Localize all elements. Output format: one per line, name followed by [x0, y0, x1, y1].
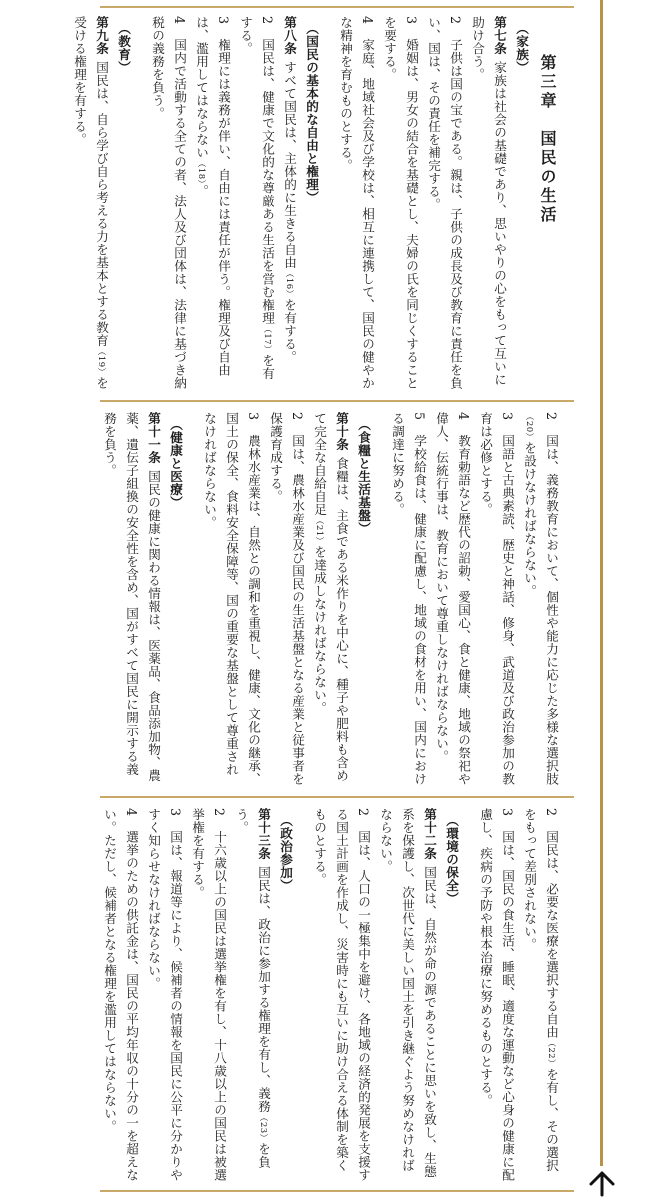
paragraph-number: 2 [544, 808, 559, 817]
article-10 [308, 412, 352, 788]
scroll-to-top-button[interactable] [584, 1166, 620, 1200]
article-text: 国民は、自然が命の源であることに思いを致し、生態系を保護し、次世代に美しい国土を引き継ぐよう努めなければならない。 [378, 808, 437, 1178]
gold-divider [100, 796, 574, 798]
article-8 [278, 16, 300, 392]
gold-divider-top [100, 6, 574, 8]
page-panel-3 [102, 808, 562, 1184]
article-text: を有する。 [282, 298, 297, 364]
paragraph [334, 16, 378, 392]
footnote-ref: （16） [284, 269, 294, 299]
paragraph-text: 国語と古典素読、歴史と神話、修身、武道及び政治参加の教育は必修とする。 [478, 412, 515, 786]
article-text: 家族は社会の基礎であり、思いやりの心をもって互いに助け合う。 [470, 16, 507, 386]
article-text: 国民の健康に関わる情報は、医薬品、食品添加物、農薬、遺伝子組換の安全性を含め、国がすべて国民に開示する義務を負う。 [102, 412, 161, 782]
paragraph-text: 選挙のための供託金は、国民の平均年収の十分の一を超えない。ただし、候補者となる権理を濫用してはならない。 [102, 808, 139, 1182]
paragraph-text: 婚姻は、男女の結合を基礎とし、夫婦の氏を同じくすることを要する。 [382, 16, 419, 390]
article-9 [68, 16, 112, 392]
vertical-text-column [72, 16, 562, 392]
article-13 [230, 808, 274, 1184]
paragraph-text: 農林水産業は、自然との調和を重視し、健康、文化の継承、国土の保全、食料安全保障等、国の重要な基盤として尊重されなければならない。 [202, 412, 261, 786]
footnote-ref: （22） [546, 1038, 556, 1068]
vertical-text-column [102, 412, 562, 788]
vertical-text-column [102, 808, 562, 1184]
spacer [322, 16, 334, 392]
paragraph-text: 子供は国の宝である。親は、子供の成長及び教育に責任を負い、国は、その責任を補完する。 [426, 16, 463, 390]
paragraph-text: 国内で活動する全ての者、法人及び団体は、法律に基づき納税の義務を負う。 [150, 16, 187, 390]
article-text: 国民は、自ら学び自ら考える力を基本とする教育 [94, 61, 109, 347]
section-heading-food: （食糧と生活基盤） [356, 418, 371, 535]
paragraph-number: 2 [260, 16, 275, 25]
footnote-ref: （18） [196, 159, 206, 185]
article-label: 第十一条 [146, 412, 161, 464]
paragraph [186, 808, 230, 1184]
spacer [462, 808, 474, 1184]
section-heading-family: （家族） [514, 22, 529, 74]
gold-divider [100, 400, 574, 402]
article-label: 第十三条 [256, 808, 271, 860]
paragraph-text: 国は、国民の食生活、睡眠、適度な運動など心身の健康に配慮し、疾病の予防や根本治療に努めるものとする。 [478, 808, 515, 1182]
paragraph-number: 3 [168, 808, 183, 817]
article-label: 第十二条 [422, 808, 437, 860]
page-panel-1 [72, 16, 562, 392]
paragraph [142, 808, 186, 1184]
paragraph [98, 808, 142, 1184]
paragraph-number: 4 [456, 412, 471, 421]
paragraph-text: 十六歳以上の国民は選挙権を有し、十八歳以上の国民は被選挙権を有する。 [190, 808, 227, 1182]
paragraph-text: 。 [194, 184, 209, 198]
paragraph-text: 国は、義務教育において、個性や能力に応じた多様な選択肢 [544, 434, 559, 786]
chapter-title: 第三章 国民の生活 [538, 54, 557, 225]
spacer [296, 808, 308, 1184]
paragraph-text: 国は、人口の一極集中を避け、各地域の経済的発展を支援する国土計画を作成し、災害時にも互いに助け合える体制を築くものとする。 [312, 808, 371, 1182]
paragraph-number: 5 [412, 412, 427, 421]
article-label: 第八条 [282, 16, 297, 55]
footnote-ref: （17） [262, 324, 272, 354]
paragraph [474, 808, 518, 1184]
paragraph [518, 808, 562, 1184]
paragraph-text: 家庭、地域社会及び学校は、相互に連携して、国民の健やかな精神を育むものとする。 [338, 16, 375, 390]
paragraph-number: 2 [544, 412, 559, 421]
paragraph [422, 16, 466, 392]
paragraph [190, 16, 234, 392]
section-heading-health: （健康と医療） [168, 418, 183, 509]
gold-vertical-rule [600, 0, 603, 1200]
footnote-ref: （20） [524, 412, 534, 442]
paragraph-number: 2 [448, 16, 463, 25]
paragraph-number: 2 [356, 808, 371, 817]
paragraph-text: 国民は、必要な医療を選択する自由 [544, 830, 559, 1039]
spacer [374, 412, 386, 788]
section-heading-environment: （環境の保全） [444, 814, 459, 905]
section-heading-politics: （政治参加） [278, 814, 293, 892]
paragraph-number: 3 [500, 412, 515, 421]
paragraph-text: 国は、報道等により、候補者の情報を国民に公平に分かりやすく知らせなければならない。 [146, 808, 183, 1182]
paragraph-text: を有し、その選択をもって差別されない。 [522, 808, 559, 1172]
paragraph [518, 412, 562, 788]
paragraph-number: 3 [500, 808, 515, 817]
gold-divider-bottom [100, 1190, 574, 1192]
article-text: を達成しなければならない。 [312, 545, 327, 715]
paragraph-number: 4 [360, 16, 375, 25]
paragraph-number: 3 [404, 16, 419, 25]
paragraph-number: 4 [172, 16, 187, 25]
paragraph-number: 3 [246, 412, 261, 421]
paragraph-text: 学校給食は、健康に配慮し、地域の食材を用い、国内における調達に努める。 [390, 412, 427, 786]
paragraph [308, 808, 374, 1184]
section-heading-education: （教育） [116, 22, 131, 74]
article-label: 第十条 [334, 412, 349, 451]
article-text: を受ける権理を有する。 [72, 16, 109, 390]
article-12 [374, 808, 440, 1184]
paragraph-number: 2 [290, 412, 305, 421]
article-label: 第七条 [492, 16, 507, 55]
article-label: 第九条 [94, 16, 109, 55]
up-arrow-icon [587, 1169, 617, 1197]
section-heading-rights: （国民の基本的な自由と権理） [304, 22, 319, 204]
article-text: を負う。 [234, 808, 271, 1169]
paragraph-text: 国民は、健康で文化的な尊厳ある生活を営む権理 [260, 38, 275, 325]
article-7 [466, 16, 510, 392]
article-text: 国民は、政治に参加する権理を有し、義務 [256, 866, 271, 1113]
article-11 [98, 412, 164, 788]
footnote-ref: （19） [96, 347, 106, 377]
paragraph [386, 412, 430, 788]
article-text: 食糧は、主食である米作りを中心に、種子や肥料も含めて完全な自給自足 [312, 412, 349, 782]
paragraph [146, 16, 190, 392]
paragraph [198, 412, 264, 788]
spacer [186, 412, 198, 788]
footnote-ref: （23） [258, 1113, 268, 1143]
page-panel-2 [102, 412, 562, 788]
paragraph [264, 412, 308, 788]
article-text: すべて国民は、主体的に生きる自由 [282, 61, 297, 269]
paragraph-text: 国は、農林水産業及び国民の生活基盤となる産業と従事者を保護育成する。 [268, 412, 305, 786]
paragraph-number: 2 [212, 808, 227, 817]
paragraph [474, 412, 518, 788]
spacer [134, 16, 146, 392]
paragraph-text: 教育勅語など歴代の詔勅、愛国心、食と健康、地域の祭祀や偉人、伝統行事は、教育において尊重しなければならない。 [434, 412, 471, 786]
paragraph-number: 4 [124, 808, 139, 817]
footnote-ref: （21） [314, 516, 324, 546]
paragraph-text: を有する。 [238, 16, 275, 380]
paragraph [430, 412, 474, 788]
paragraph-text: 権理には義務が伴い、自由には責任が伴う。権理及び自由は、濫用してはならない [194, 16, 231, 377]
paragraph-number: 3 [216, 16, 231, 25]
paragraph-text: を設けなければならない。 [522, 441, 537, 598]
paragraph [378, 16, 422, 392]
paragraph [234, 16, 278, 392]
